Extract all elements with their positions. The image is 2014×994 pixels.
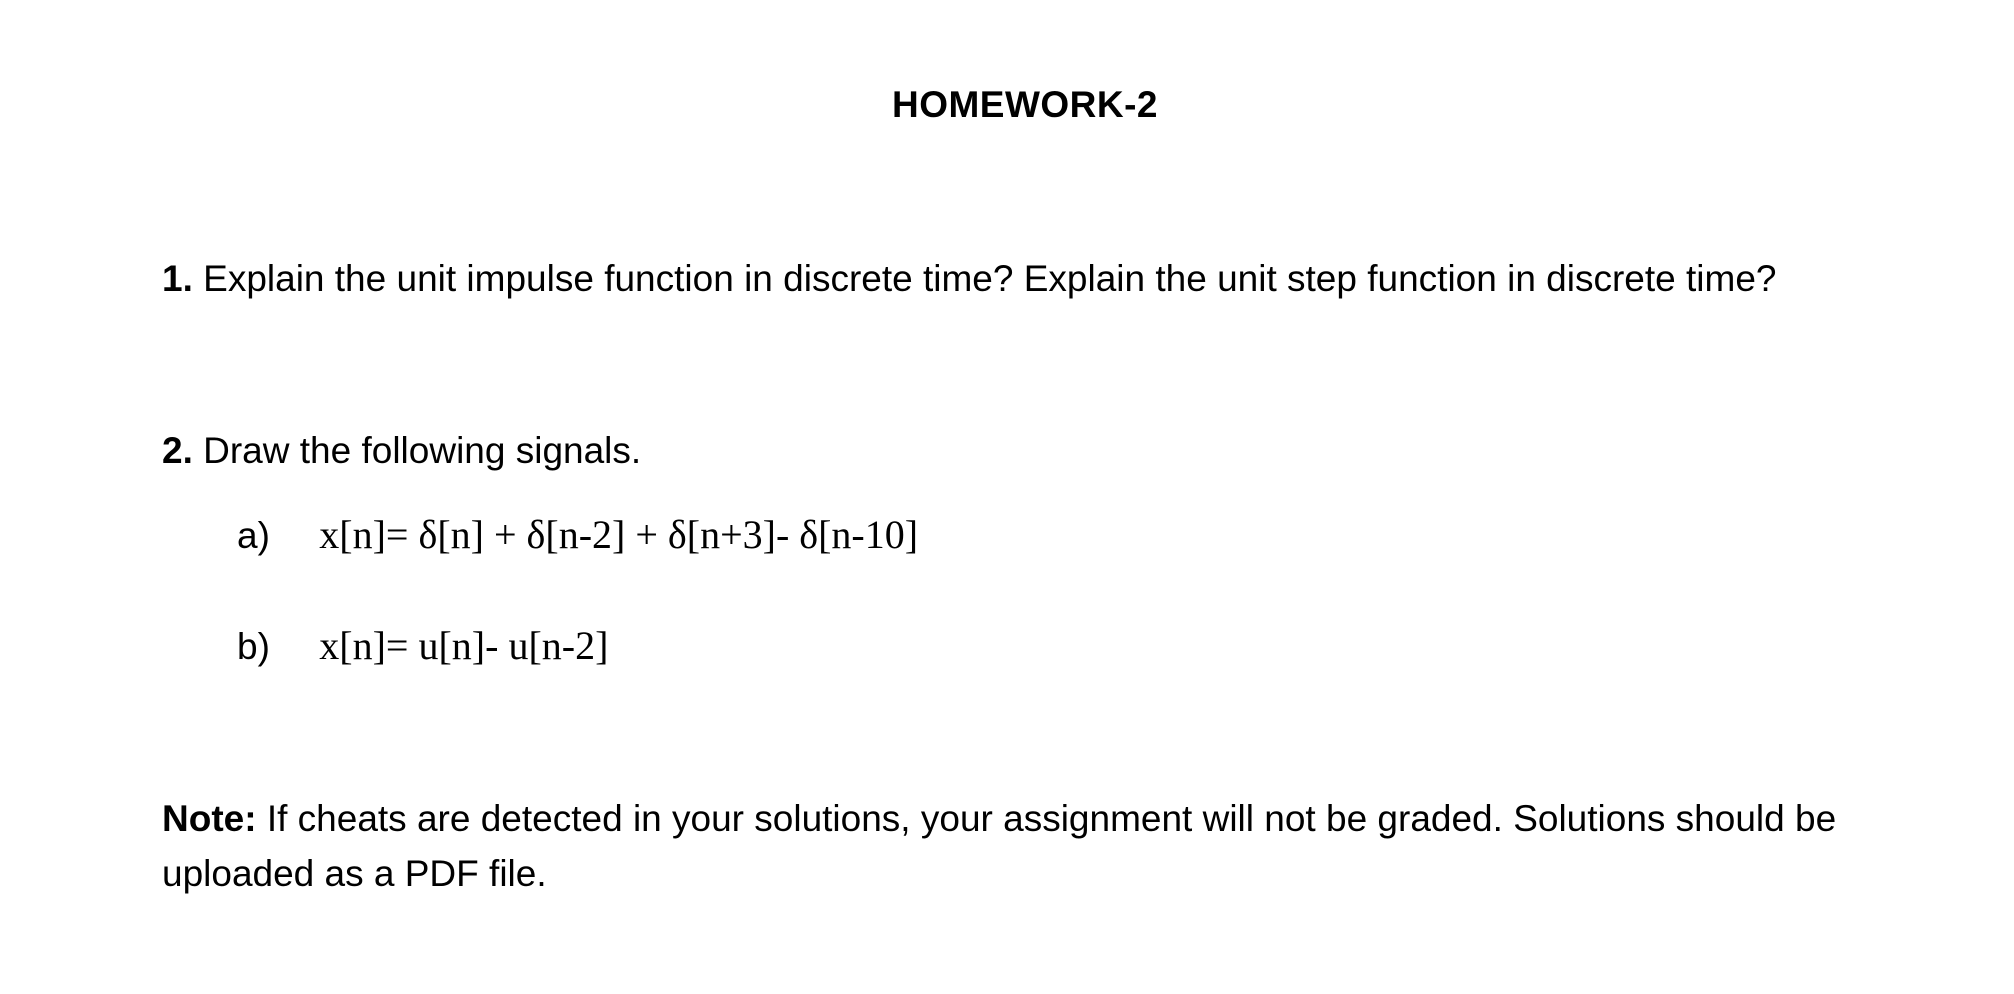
question-1 — [162, 256, 1777, 302]
item-a-marker: a) — [237, 515, 270, 556]
note-paragraph — [162, 791, 1902, 901]
page-title: HOMEWORK-2 — [891, 84, 1159, 125]
item-b-marker: b) — [237, 626, 270, 667]
question-2-text: Draw the following signals. — [203, 430, 642, 471]
question-2-item-b — [237, 621, 608, 672]
item-a-equation: x[n]= δ[n] + δ[n-2] + δ[n+3]- δ[n-10] — [319, 512, 919, 557]
item-b-equation: x[n]= u[n]- u[n-2] — [319, 623, 609, 668]
question-2-item-a — [237, 510, 918, 561]
note-text: If cheats are detected in your solutions, your assignment will not be graded. Solutions should be uploaded as a PDF file. — [162, 798, 1837, 894]
question-2-number: 2. — [162, 430, 193, 471]
note-label: Note: — [162, 798, 257, 839]
question-1-text: Explain the unit impulse function in discrete time? Explain the unit step function in discrete time? — [203, 258, 1777, 299]
question-1-number: 1. — [162, 258, 193, 299]
question-2 — [162, 428, 641, 474]
